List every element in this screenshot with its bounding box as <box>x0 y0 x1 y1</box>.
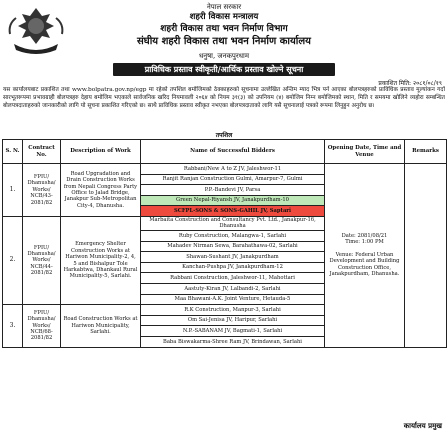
ministry-name: शहरी विकास मन्त्रालय <box>189 12 259 22</box>
bidder-cell: Ruby Construction, Malangwa-1, Sarlahi <box>141 230 325 241</box>
header-description: Description of Work <box>61 140 141 164</box>
row-contract: FPIU/ Dhanusha/ Works/ NCB/68- 2081/82 <box>23 305 61 347</box>
header-remarks: Remarks <box>405 140 447 164</box>
opening-cell <box>325 164 405 348</box>
header-contract: Contract No. <box>23 140 61 164</box>
government-name: नेपाल सरकार <box>206 3 242 11</box>
table-caption: तपशिल <box>215 132 233 139</box>
row-sn: 3. <box>3 305 23 347</box>
row-description: Road Upgradation and Drain Construction Works from Nepali Congress Party Office to Jalad Bridge, Janakpur Sub-Metropolitan City-4, Dhanusha. <box>61 164 141 217</box>
bidder-cell: N.P.-SABANAM JV, Bagmati-1, Sarlahi <box>141 326 325 337</box>
notice-title: प्राविधिक प्रस्ताव स्वीकृती/आर्थिक प्रस्ताव खोल्ने सूचना <box>113 63 335 76</box>
opening-venue: Venue: Federal Urban Development and Building Construction Office, Janakpurdham, Dhanusha. <box>329 251 400 278</box>
bidder-cell: Ranjit Ranjan Construction Gulmi, Amarpur-7, Gulmi <box>141 174 325 185</box>
row-sn: 2. <box>3 216 23 304</box>
header-bidders: Name of Successful Bidders <box>141 140 325 164</box>
remarks-cell <box>405 164 447 348</box>
header-sn: S. N. <box>3 140 23 164</box>
intro-paragraph: यस कार्यालयबाट प्रकाशित तथा www.bolpatra.gov.np/egp मा रहेको तपशिल बमोजिमको ठेक्काहरुको सूचनामा उल्लेखित अन्तिम म्याद भित्र पर्न आएका बोलपत्रहरुको प्राविधिक प्रस्ताव मूल्यांकन गर्दा सारभूतरूपमा प्रभावग्राही बोलपत्रहरु देहाय बमोजिम भएकाले सार्वजनिक खरिद नियमावली २०६४ को नियम ३१(३) को उपनियम (४) बमोजिम निम्न बमोजिमको स्थान, मिति र समयमा खोलिने व्यहोरा सम्बन्धित बोलपत्रदाताहरुको जानकारीको लागि यो सूचना प्रकाशित गरिएको छ। साथै प्राविधिक प्रस्ताव स्वीकृत नभएका बोलपत्रदाताको लागि यसै सूचनालाई पत्रको रूपमा लिनुहुन अनुरोध छ। <box>3 87 445 109</box>
bidder-cell: R.K Construction, Manpur-3, Sarlahi <box>141 305 325 316</box>
opening-time: Time: 1:00 PM <box>345 239 384 246</box>
bidder-cell: Om Sai-Jenisa JV, Haripur, Sarlahi <box>141 315 325 326</box>
bidders-table <box>2 139 447 348</box>
bidder-cell: Mahadev Nirman Sewa, Barahathawa-02, Sarlahi <box>141 241 325 252</box>
bidder-cell: Marbaita Construction and Consultancy Pvt. Ltd., Janakpur-16, Dhanusha <box>141 216 325 230</box>
bidder-cell: Kanchan-Pushpa JV, Janakpurdham-12 <box>141 262 325 273</box>
bidder-cell: Aastuty-Kiran JV, Lalbandi-2, Sarlahi <box>141 283 325 294</box>
signature-title: कार्यालय प्रमुख <box>403 421 442 430</box>
row-description: Emergency Shelter Construction Works at Hariwon Municipality-2, 4, 5 and Bishalpur Tole Harkabtwa, Dhankaul Rural Municipality-5, Sarlahi. <box>61 216 141 304</box>
bidder-cell-highlighted-red: SCFPL-SONS & SONS-GAHIL JV, Saptari <box>141 206 325 217</box>
publish-date: प्रकाशित मिति: २०८१/०८/१९ <box>378 80 442 87</box>
bidder-cell: Shawan-Sushant JV, Janakpurdham <box>141 252 325 263</box>
department-name: शहरी विकास तथा भवन निर्माण विभाग <box>160 24 288 34</box>
letterhead <box>0 0 448 72</box>
header-opening: Opening Date, Time and Venue <box>325 140 405 164</box>
office-address: धनुषा, जनकपुरधाम <box>198 52 250 60</box>
row-description: Road Construction Works at Hariwon Municipality, Sarlahi. <box>61 305 141 347</box>
bidder-cell: Rabbani/New A to Z JV, Jaleshwor-11 <box>141 164 325 175</box>
row-sn: 1. <box>3 164 23 217</box>
table-header-row <box>3 140 447 164</box>
bidder-cell-highlighted-green: Green Nepal-Riyansh JV, Janakpurdham-10 <box>141 195 325 206</box>
table-row <box>3 164 447 175</box>
bidder-cell: P.P.-Bandevi JV, Parsa <box>141 185 325 196</box>
row-contract: FPIU/ Dhanusha/ Works/ NCB/44- 2081/82 <box>23 216 61 304</box>
bidder-cell: Rabbani Construction, Jaleshwor-11, Mahottari <box>141 273 325 284</box>
bidder-cell: Maa Bhawani-A.K. Joint Venture, Hetauda-5 <box>141 294 325 305</box>
bidder-cell: Baba Biswakarma-Shree Ram JV, Brindawan, Sarlahi <box>141 336 325 347</box>
office-name: संघीय शहरी विकास तथा भवन निर्माण कार्यालय <box>137 36 311 47</box>
opening-date: Date: 2081/08/21 <box>341 233 388 240</box>
row-contract: FPIU/ Dhanusha/ Works/ NCB/43- 2081/82 <box>23 164 61 217</box>
